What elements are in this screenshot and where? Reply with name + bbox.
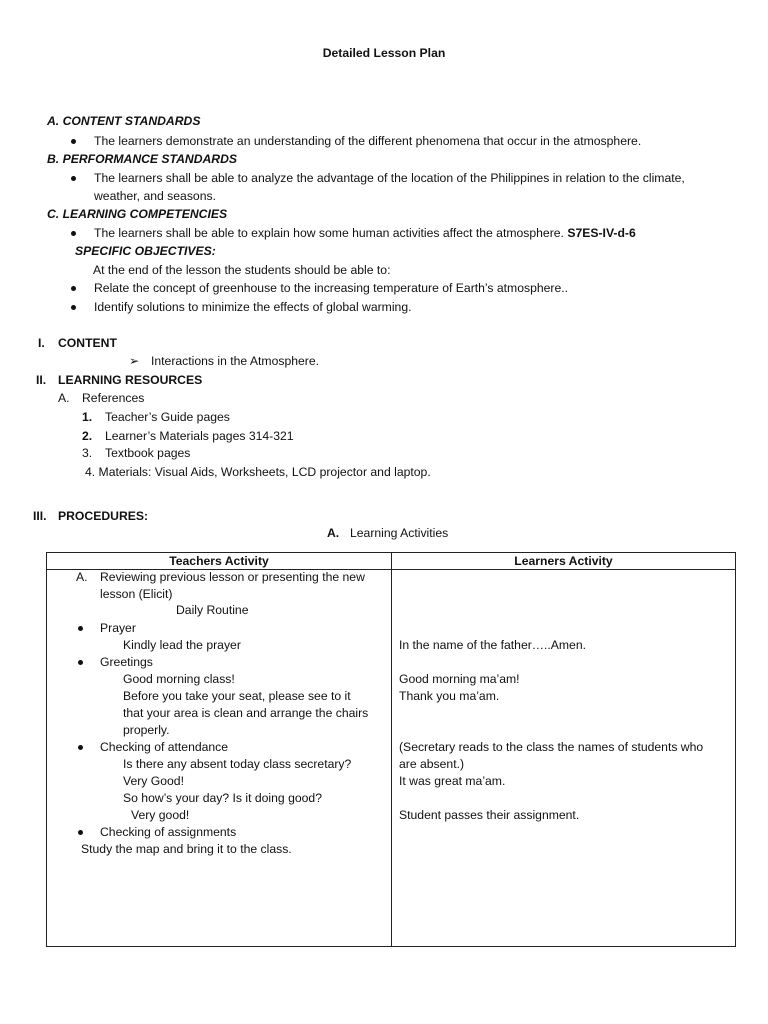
content-standards-heading: A. CONTENT STANDARDS	[47, 114, 201, 128]
reference-2: Learner’s Materials pages 314-321	[105, 429, 294, 443]
assignments-label: Checking of assignments	[100, 825, 237, 839]
competency-code: S7ES-IV-d-6	[567, 226, 636, 240]
page-title: Detailed Lesson Plan	[322, 46, 446, 60]
learner-great: It was great ma’am.	[399, 774, 506, 788]
performance-standards-heading: B. PERFORMANCE STANDARDS	[47, 152, 238, 166]
prayer-line: Kindly lead the prayer	[123, 638, 241, 652]
procedures-numeral: III.	[33, 509, 47, 523]
arrow-bullet-icon: ➢	[129, 354, 140, 368]
bullet-dot	[78, 660, 83, 665]
reference-3: Textbook pages	[105, 446, 191, 460]
bullet-dot	[71, 139, 76, 144]
performance-standards-text-1: The learners shall be able to analyze the advantage of the location of the Philippines in relation to the climate,	[94, 171, 685, 185]
content-numeral: I.	[38, 336, 45, 350]
learners-activity-cell	[392, 570, 736, 947]
references-letter: A.	[58, 391, 70, 405]
resources-heading: LEARNING RESOURCES	[58, 373, 203, 387]
content-heading: CONTENT	[58, 336, 117, 350]
performance-standards-text-2: weather, and seasons.	[94, 189, 216, 203]
competency-text: The learners shall be able to explain how some human activities affect the atmosphere.	[94, 226, 564, 240]
attendance-line-4: Very good!	[131, 808, 190, 822]
activities-letter: A.	[327, 526, 340, 540]
reference-num-1: 1.	[82, 410, 93, 424]
bullet-dot	[71, 231, 76, 236]
teachers-activity-cell	[47, 570, 392, 947]
attendance-line-3: So how’s your day? Is it doing good?	[123, 791, 322, 805]
references-heading: References	[82, 391, 145, 405]
procedures-heading: PROCEDURES:	[58, 509, 149, 523]
greet-line-3: that your area is clean and arrange the chairs	[123, 706, 369, 720]
bullet-dot	[71, 286, 76, 291]
materials: 4. Materials: Visual Aids, Worksheets, LCD projector and laptop.	[85, 465, 431, 479]
greet-line-2: Before you take your seat, please see to it	[123, 689, 351, 703]
learner-greet-1: Good morning ma’am!	[399, 672, 520, 686]
learning-activities-table	[46, 552, 736, 947]
review-letter: A.	[76, 570, 88, 584]
reference-num-3: 3.	[82, 446, 93, 460]
prayer-label: Prayer	[100, 621, 136, 635]
greetings-label: Greetings	[100, 655, 153, 669]
learning-competencies-heading: C. LEARNING COMPETENCIES	[47, 207, 228, 221]
bullet-dot	[71, 176, 76, 181]
learner-greet-2: Thank you ma’am.	[399, 689, 500, 703]
specific-objectives-heading: SPECIFIC OBJECTIVES:	[75, 244, 216, 258]
learners-activity-header: Learners Activity	[392, 553, 736, 570]
learning-competencies-text	[94, 225, 636, 241]
objective-2: Identify solutions to minimize the effects of global warming.	[94, 300, 412, 314]
bullet-dot	[78, 745, 83, 750]
learner-prayer: In the name of the father…..Amen.	[399, 638, 586, 652]
objectives-intro: At the end of the lesson the students should be able to:	[93, 263, 391, 277]
reference-1: Teacher’s Guide pages	[105, 410, 230, 424]
greet-line-1: Good morning class!	[123, 672, 235, 686]
review-line-2: lesson (Elicit)	[100, 587, 173, 601]
content-standards-text: The learners demonstrate an understanding of the different phenomena that occur in the atmosphere.	[94, 134, 642, 148]
daily-routine: Daily Routine	[176, 603, 249, 617]
attendance-line-1: Is there any absent today class secretary?	[123, 757, 352, 771]
reference-num-2: 2.	[82, 429, 93, 443]
study-line: Study the map and bring it to the class.	[81, 842, 292, 856]
attendance-line-2: Very Good!	[123, 774, 184, 788]
bullet-dot	[78, 626, 83, 631]
learner-assignment: Student passes their assignment.	[399, 808, 580, 822]
objective-1: Relate the concept of greenhouse to the increasing temperature of Earth’s atmosphere..	[94, 281, 569, 295]
activities-heading: Learning Activities	[350, 526, 449, 540]
learner-secretary-1: (Secretary reads to the class the names of students who	[399, 740, 704, 754]
resources-numeral: II.	[36, 373, 47, 387]
bullet-dot	[78, 830, 83, 835]
content-item: Interactions in the Atmosphere.	[151, 354, 320, 368]
greet-line-4: properly.	[123, 723, 170, 737]
bullet-dot	[71, 305, 76, 310]
teachers-activity-header: Teachers Activity	[47, 553, 392, 570]
learner-secretary-2: are absent.)	[399, 757, 465, 771]
attendance-label: Checking of attendance	[100, 740, 229, 754]
review-line-1: Reviewing previous lesson or presenting the new	[100, 570, 365, 584]
